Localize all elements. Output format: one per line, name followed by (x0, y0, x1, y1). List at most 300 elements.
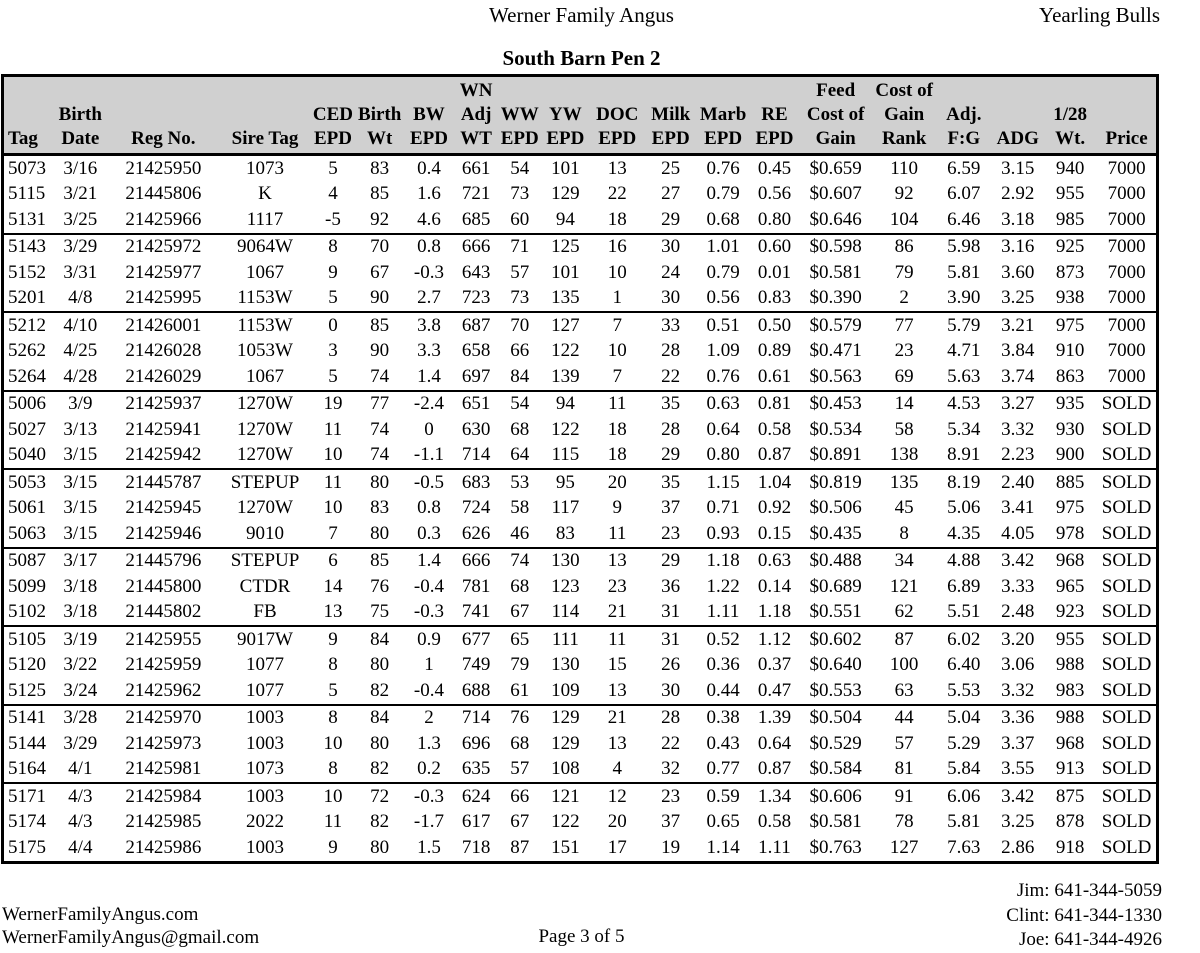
table-cell: 1003 (246, 707, 284, 729)
table-cell: 18 (589, 443, 646, 470)
table-cell: 37 (661, 811, 681, 833)
table-cell: 11 (589, 521, 646, 548)
column-header-line: WW (500, 104, 539, 125)
table-cell: 5262 (8, 340, 46, 362)
table-cell: 666 (461, 550, 491, 572)
table-cell: 1.3 (417, 732, 441, 754)
table-cell: 58 (510, 497, 530, 519)
table-row (3, 678, 1158, 705)
column-header-line: EPD (409, 128, 448, 149)
table-cell: $0.584 (798, 757, 873, 784)
table-cell: 683 (461, 471, 491, 493)
table-cell: 74 (356, 443, 403, 470)
table-cell: 8 (873, 521, 935, 548)
table-cell: 9064W (237, 236, 293, 258)
table-cell: 0.83 (751, 286, 799, 313)
table-row (3, 286, 1158, 313)
table-cell: 1.18 (706, 550, 740, 572)
table-cell: 1153W (220, 286, 309, 313)
table-cell: 138 (873, 443, 935, 470)
column-header (403, 76, 455, 155)
table-cell: 9010 (220, 521, 309, 548)
table-cell: 0.76 (696, 364, 751, 391)
table-cell: 978 (1043, 521, 1097, 548)
table-body (3, 155, 1158, 863)
table-cell: 8.19 (947, 471, 981, 493)
table-cell: 697 (455, 364, 498, 391)
table-cell: 6.02 (947, 628, 981, 650)
table-cell: SOLD (1101, 628, 1152, 650)
table-cell: 1.11 (758, 836, 791, 858)
table-cell: 1003 (246, 836, 284, 858)
table-cell: 0.68 (696, 207, 751, 234)
table-cell: 108 (542, 757, 589, 784)
table-cell: 3/18 (63, 575, 98, 597)
table-cell: 918 (1055, 836, 1085, 858)
table-cell: 21425962 (106, 678, 220, 705)
table-cell: 930 (1055, 418, 1085, 440)
table-cell: 3.37 (1001, 732, 1035, 754)
table-row (3, 653, 1158, 679)
table-cell: 21425966 (106, 207, 220, 234)
table-cell: 5 (310, 286, 357, 313)
table-cell: SOLD (1101, 575, 1152, 597)
contact-joe: Joe: 641-344-4926 (1018, 929, 1162, 950)
table-cell: 76 (370, 575, 390, 597)
table-cell: 626 (455, 521, 498, 548)
table-cell: 1077 (220, 678, 309, 705)
table-cell: 1073 (246, 157, 284, 179)
table-cell: 28 (661, 418, 681, 440)
table-cell: 21425941 (125, 418, 202, 440)
column-header-line: WT (460, 128, 492, 149)
table-cell: 21425970 (125, 707, 202, 729)
table-cell: 688 (455, 678, 498, 705)
table-cell: 21445802 (106, 600, 220, 627)
table-cell: 29 (646, 443, 696, 470)
table-cell: 5175 (8, 836, 46, 858)
table-cell: 139 (542, 364, 589, 391)
table-cell: 749 (461, 654, 491, 676)
table-cell: 1073 (220, 757, 309, 784)
table-row (3, 312, 1158, 339)
website-link[interactable]: WernerFamilyAngus.com (2, 904, 199, 925)
column-header-line: 1/28 (1053, 104, 1088, 125)
table-cell: 9 (328, 836, 338, 858)
table-cell: 80 (370, 732, 390, 754)
table-cell: 2.7 (403, 286, 455, 313)
table-cell: 11 (608, 628, 627, 650)
column-header-line: EPD (313, 128, 352, 149)
table-cell: 21425985 (125, 811, 202, 833)
table-cell: 18 (607, 418, 627, 440)
table-cell: 875 (1055, 785, 1085, 807)
column-header-line: RE (761, 104, 788, 125)
column-header-line: EPD (704, 128, 743, 149)
table-cell: 85 (370, 550, 390, 572)
table-cell: 687 (461, 314, 491, 336)
table-cell: 5164 (3, 757, 55, 784)
table-cell: 21445787 (125, 471, 202, 493)
table-cell: 4/25 (63, 340, 98, 362)
column-header-line: WN (459, 80, 493, 101)
table-cell: 67 (510, 811, 530, 833)
column-header-line: Adj (460, 104, 492, 125)
table-cell: 1.4 (417, 550, 441, 572)
table-cell: 7 (589, 364, 646, 391)
table-cell: 84 (497, 364, 542, 391)
table-cell: 1.4 (403, 364, 455, 391)
table-cell: STEPUP (230, 550, 300, 572)
column-header (873, 76, 935, 155)
table-cell: 3/15 (63, 497, 98, 519)
table-cell: 127 (551, 314, 580, 336)
table-cell: 0.38 (706, 707, 740, 729)
table-cell: 9 (328, 261, 338, 283)
table-cell: 109 (542, 678, 589, 705)
table-cell: 3.33 (1001, 575, 1035, 597)
table-cell: 617 (461, 811, 491, 833)
table-cell: 4/28 (54, 364, 106, 391)
column-header (455, 76, 498, 155)
table-cell: 714 (455, 443, 498, 470)
table-cell: 1003 (246, 732, 284, 754)
table-cell: -0.3 (413, 261, 444, 283)
table-cell: 0.3 (403, 521, 455, 548)
ranch-name: Werner Family Angus (489, 3, 674, 27)
table-cell: SOLD (1101, 471, 1152, 493)
column-header-line: Sire Tag (231, 128, 299, 149)
table-cell: 863 (1043, 364, 1097, 391)
table-cell: 11 (323, 418, 343, 440)
table-cell: SOLD (1101, 497, 1152, 519)
table-cell: 135 (542, 286, 589, 313)
table-cell: 3.25 (1001, 811, 1035, 833)
table-cell: 68 (510, 418, 530, 440)
table-cell: 21425950 (125, 157, 202, 179)
table-cell: $0.602 (809, 628, 862, 650)
table-cell: 3/31 (63, 261, 98, 283)
table-cell: 20 (607, 471, 627, 493)
table-cell: 21 (607, 707, 627, 729)
table-cell: 5201 (3, 286, 55, 313)
table-cell: 72 (370, 785, 390, 807)
table-cell: 3/13 (63, 418, 98, 440)
table-cell: 7000 (1107, 314, 1146, 336)
table-cell: 5102 (3, 600, 55, 627)
table-row (3, 417, 1158, 443)
table-cell: 938 (1043, 286, 1097, 313)
table-cell: 7000 (1107, 157, 1146, 179)
table-cell: 2.92 (1001, 183, 1035, 205)
table-cell: 33 (661, 314, 681, 336)
table-cell: 122 (551, 418, 580, 440)
table-cell: -1.7 (413, 811, 444, 833)
table-cell: 5.04 (947, 707, 981, 729)
table-cell: 20 (607, 811, 627, 833)
table-cell: 0.44 (696, 678, 751, 705)
table-cell: SOLD (1101, 836, 1152, 858)
table-cell: 23 (661, 785, 681, 807)
table-cell: 10 (323, 785, 343, 807)
table-cell: 13 (607, 550, 627, 572)
table-cell: 36 (661, 575, 681, 597)
table-cell: 3.55 (992, 757, 1043, 784)
table-cell: 1.39 (757, 707, 792, 729)
table-row (3, 835, 1158, 862)
column-header-line: Rank (881, 128, 927, 149)
table-cell: $0.390 (798, 286, 873, 313)
table-cell: 2 (873, 286, 935, 313)
table-cell: 1003 (246, 785, 284, 807)
table-cell: 32 (646, 757, 696, 784)
table-cell: 4/3 (68, 811, 93, 833)
table-cell: 0.9 (417, 628, 441, 650)
table-cell: 1.09 (706, 340, 740, 362)
contact-list (1006, 879, 1162, 953)
table-cell: 77 (370, 393, 390, 415)
table-row (3, 339, 1158, 365)
table-cell: -1.1 (403, 443, 455, 470)
column-header (310, 76, 357, 155)
table-cell: 0.15 (751, 521, 799, 548)
table-cell: 624 (461, 785, 491, 807)
column-header-line: YW (549, 104, 582, 125)
table-cell: 5099 (8, 575, 46, 597)
table-cell: 79 (894, 261, 914, 283)
table-cell: 0.45 (757, 157, 792, 179)
table-cell: 87 (510, 836, 530, 858)
column-header-line: Date (61, 128, 100, 149)
table-cell: $0.646 (798, 207, 873, 234)
table-cell: 0.56 (757, 183, 792, 205)
table-cell: $0.506 (809, 497, 862, 519)
table-cell: 1.01 (706, 236, 740, 258)
table-cell: 10 (323, 497, 343, 519)
table-cell: 3.27 (1001, 393, 1035, 415)
table-cell: 5.29 (947, 732, 981, 754)
table-cell: 11 (323, 811, 343, 833)
table-cell: 71 (510, 236, 530, 258)
table-cell: 30 (646, 286, 696, 313)
table-cell: 4 (589, 757, 646, 784)
table-cell: 3.74 (992, 364, 1043, 391)
table-cell: 878 (1055, 811, 1085, 833)
column-header (3, 76, 55, 155)
table-cell: 7 (612, 314, 622, 336)
table-cell: 5.81 (947, 261, 981, 283)
table-cell: 5087 (8, 550, 46, 572)
table-cell: 1.12 (757, 628, 792, 650)
table-cell: $0.488 (809, 550, 862, 572)
table-cell: 77 (894, 314, 914, 336)
table-cell: 22 (661, 732, 681, 754)
table-cell: 5.51 (935, 600, 992, 627)
table-cell: 5040 (3, 443, 55, 470)
table-cell: 5073 (8, 157, 46, 179)
column-header (798, 76, 873, 155)
table-cell: 15 (607, 654, 627, 676)
table-cell: 0.37 (757, 654, 792, 676)
table-cell: 781 (461, 575, 491, 597)
table-cell: 5.06 (947, 497, 981, 519)
table-row (3, 783, 1158, 810)
table-cell: 4/4 (68, 836, 93, 858)
table-cell: 4/8 (54, 286, 106, 313)
table-cell: 5212 (8, 314, 46, 336)
column-header-line: ADG (996, 128, 1039, 149)
table-cell: 83 (370, 157, 390, 179)
table-cell: 0.76 (706, 157, 740, 179)
table-cell: 3/29 (63, 236, 98, 258)
table-cell: 0.64 (706, 418, 740, 440)
table-cell: 21425981 (106, 757, 220, 784)
table-cell: 723 (455, 286, 498, 313)
table-cell: 718 (461, 836, 491, 858)
column-header (106, 76, 220, 155)
table-cell: 21425955 (125, 628, 202, 650)
table-cell: 114 (542, 600, 589, 627)
table-cell: 19 (323, 393, 343, 415)
table-cell: 0.63 (757, 550, 792, 572)
column-header (1097, 76, 1157, 155)
table-cell: 30 (661, 236, 681, 258)
table-cell: 21425972 (125, 236, 202, 258)
table-cell: 13 (589, 678, 646, 705)
table-cell: 73 (510, 183, 530, 205)
table-cell: -5 (310, 207, 357, 234)
table-cell: 0.58 (757, 418, 792, 440)
table-cell: 968 (1055, 550, 1085, 572)
column-header (935, 76, 992, 155)
table-cell: $0.659 (809, 157, 862, 179)
email-link[interactable]: WernerFamilyAngus@gmail.com (2, 927, 260, 948)
table-cell: 35 (661, 393, 681, 415)
table-cell: 630 (461, 418, 491, 440)
table-cell: 0.71 (706, 497, 740, 519)
table-cell: 4.6 (403, 207, 455, 234)
column-header (751, 76, 799, 155)
table-cell: $0.504 (809, 707, 862, 729)
contact-jim: Jim: 641-344-5059 (1016, 880, 1162, 901)
table-cell: 1270W (237, 393, 293, 415)
column-header-line: Gain (884, 104, 925, 125)
table-cell: 94 (555, 393, 575, 415)
table-cell: 5143 (8, 236, 46, 258)
table-cell: 2022 (246, 811, 284, 833)
table-cell: 696 (461, 732, 491, 754)
table-cell: 3.36 (1001, 707, 1035, 729)
table-cell: 130 (551, 654, 580, 676)
table-cell: -0.3 (413, 785, 444, 807)
table-cell: $0.471 (809, 340, 862, 362)
table-cell: 70 (370, 236, 390, 258)
column-header-line: Wt. (1055, 128, 1086, 149)
table-cell: 910 (1055, 340, 1085, 362)
table-cell: -0.5 (413, 471, 444, 493)
table-cell: 900 (1043, 443, 1097, 470)
table-cell: 3/29 (63, 732, 98, 754)
table-cell: 0.64 (757, 732, 792, 754)
table-cell: 57 (894, 732, 914, 754)
category-label: Yearling Bulls (1039, 3, 1160, 27)
table-cell: 80 (370, 654, 390, 676)
table-cell: 0.4 (417, 157, 441, 179)
table-cell: 988 (1055, 707, 1085, 729)
table-cell: 988 (1055, 654, 1085, 676)
table-cell: 940 (1055, 157, 1085, 179)
table-cell: 35 (661, 471, 681, 493)
table-row (3, 731, 1158, 757)
table-cell: 44 (894, 707, 914, 729)
table-cell: 21426001 (125, 314, 202, 336)
table-cell: -0.3 (403, 600, 455, 627)
table-header (3, 76, 1158, 155)
table-cell: 1 (589, 286, 646, 313)
table-cell: 45 (894, 497, 914, 519)
table-cell: 8 (328, 236, 338, 258)
table-cell: 5061 (8, 497, 46, 519)
table-cell: 4/1 (54, 757, 106, 784)
table-cell: 1153W (237, 314, 293, 336)
table-cell: 75 (356, 600, 403, 627)
table-cell: $0.435 (798, 521, 873, 548)
table-cell: 0.58 (757, 811, 792, 833)
table-cell: 1077 (246, 654, 284, 676)
table-row (3, 234, 1158, 261)
table-cell: 6.06 (947, 785, 981, 807)
table-cell: 76 (510, 707, 530, 729)
table-cell: 29 (661, 550, 681, 572)
table-cell: 60 (497, 207, 542, 234)
table-cell: 1.34 (757, 785, 792, 807)
table-cell: 5264 (3, 364, 55, 391)
table-row (3, 757, 1158, 784)
table-cell: 975 (1055, 314, 1085, 336)
column-header-line: Tag (8, 128, 38, 149)
table-cell: 3.90 (935, 286, 992, 313)
table-cell: 115 (542, 443, 589, 470)
table-cell: 80 (356, 521, 403, 548)
table-cell: 3.42 (1001, 550, 1035, 572)
table-cell: 5115 (8, 183, 46, 205)
table-cell: 13 (310, 600, 357, 627)
table-cell: 85 (370, 183, 390, 205)
table-cell: 0 (328, 314, 338, 336)
table-cell: SOLD (1101, 550, 1152, 572)
table-cell: 37 (661, 497, 681, 519)
table-cell: 111 (551, 628, 579, 650)
table-cell: 85 (370, 314, 390, 336)
table-cell: 1270W (237, 418, 293, 440)
table-cell: 8.91 (935, 443, 992, 470)
table-cell: 5 (310, 364, 357, 391)
column-header-line: BW (413, 104, 445, 125)
table-cell: 82 (356, 678, 403, 705)
table-cell: 54 (510, 393, 530, 415)
table-row (3, 705, 1158, 732)
table-cell: 58 (894, 418, 914, 440)
table-cell: 79 (510, 654, 530, 676)
table-cell: $0.453 (809, 393, 862, 415)
table-cell: SOLD (1097, 443, 1157, 470)
table-cell: 0.47 (751, 678, 799, 705)
column-header-line: Price (1105, 128, 1148, 149)
table-cell: 714 (461, 707, 491, 729)
table-cell: 66 (510, 340, 530, 362)
table-cell: 1270W (237, 497, 293, 519)
table-cell: 1.14 (706, 836, 740, 858)
